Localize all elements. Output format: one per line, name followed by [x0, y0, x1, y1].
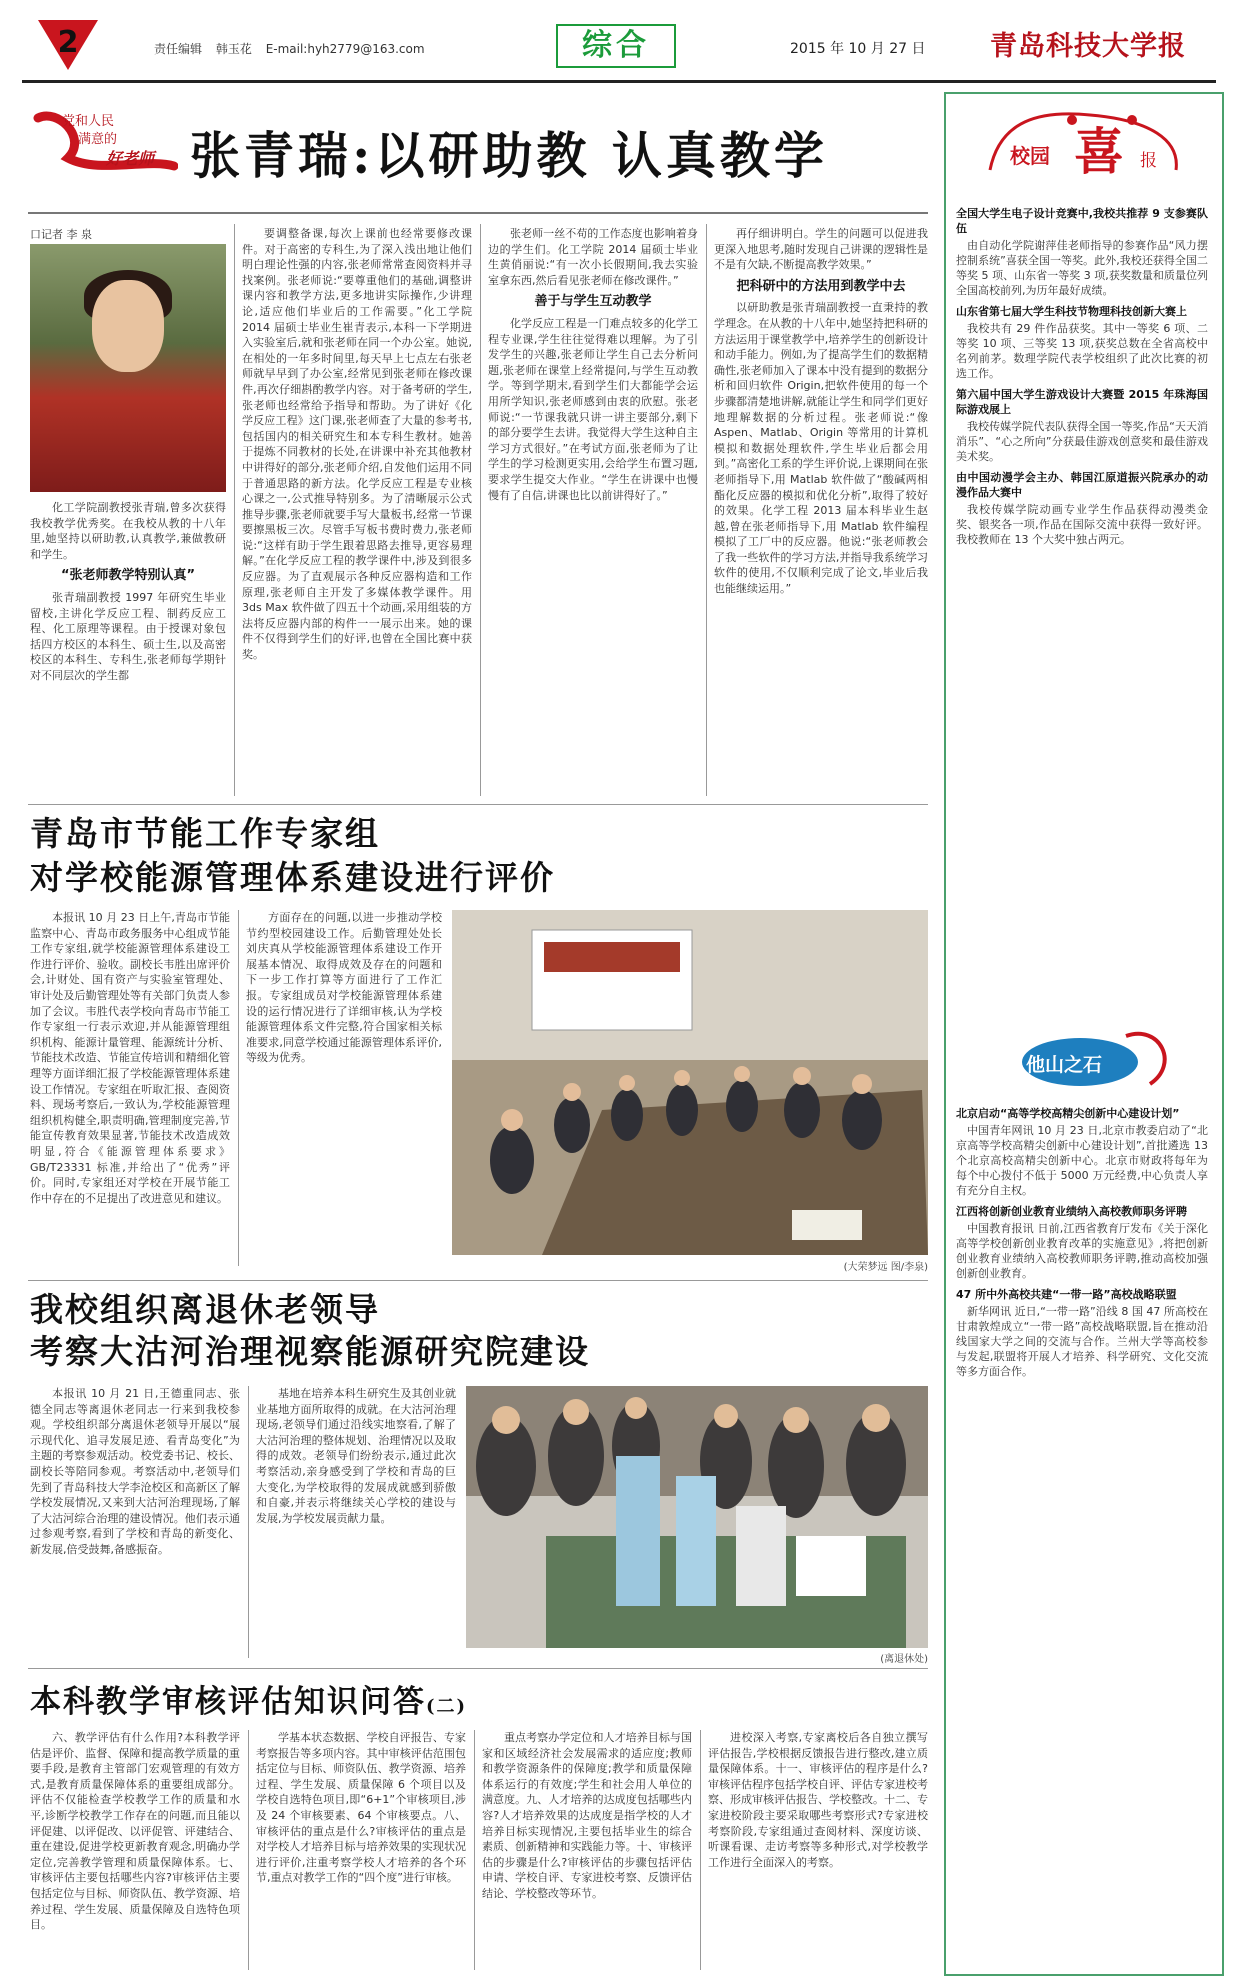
- article2-col1-text: 本报讯 10 月 23 日上午,青岛市节能监察中心、青岛市政务服务中心组成节能工作专家组,就学校能源管理体系建设工作进行评价、验收。副校长韦胜出席评价会,计财处、国有资产与实验室管理处、审计处及后勤管理处等有关部门负责人参加了会议。韦胜代表学校向青岛市节能工作专家组一行表示欢迎,并从能源管理组织机构、能源计量管理、能源统计分析、节能技术改造、节能宣传培训和精细化管理等方面详细汇报了学校能源管理体系建设工作情况。专家组在听取汇报、查阅资料、现场考察后,一致认为,学校能源管理组织机构健全,职责明确,管理制度完善,节能宣传教育效果显著,节能技术改造成效明显,符合《能源管理体系要求》GB/T23331 标准,并给出了“优秀”评价。同时,专家组还对学校在开展节能工作中存在的不足提出了改进意见和建议。: [30, 911, 230, 1205]
- article2-title-line-2: 对学校能源管理体系建设进行评价: [30, 858, 555, 897]
- col-divider: [700, 1730, 701, 1970]
- col-divider: [248, 1730, 249, 1970]
- page-number-badge: [38, 14, 98, 72]
- campus-news-big-char: 喜: [1074, 122, 1124, 181]
- section-divider: [28, 804, 928, 805]
- other-news-item-title: 北京启动“高等学校高精尖创新中心建设计划”: [956, 1107, 1180, 1120]
- badge-line-1: 党和人民: [62, 114, 115, 129]
- campus-news-item: [956, 387, 1208, 464]
- article1-col3b-text: 化学反应工程是一门难点较多的化学工程专业课,学生往往觉得难以理解。为了引发学生的兴趣,张老师让学生自己去分析问题,张老师在课堂上经常提问,与学生互动教学。等到学期末,看到学生们大都能学会运用所学知识,张老师感到由衷的欣慰。张老师说:“一节课我就只讲一讲主要部分,剩下的部分要学生去讲。我觉得大学生这种自主学习方式很好。”在考试方面,张老师为了让学生的学习检测更实用,会给学生布置习题,要求学生提交大作业。“学生在讲课中也慢慢有了自信,讲课也比以前讲得好了。”: [488, 316, 698, 502]
- campus-news-item-text: 我校传媒学院动画专业学生作品获得动漫类金奖、银奖各一项,作品在国际交流中获得一致好评。我校教师在 13 个大奖中独占两元。: [956, 503, 1208, 546]
- header-rule: [22, 80, 1216, 83]
- other-news-item: [956, 1106, 1208, 1198]
- model-inspection-scene: [466, 1386, 928, 1648]
- badge-line-3: 好老师: [106, 149, 155, 168]
- meeting-photo: [452, 910, 928, 1255]
- article1-subhead-2: 善于与学生互动教学: [534, 294, 652, 310]
- section-label: 综合: [556, 24, 676, 68]
- campus-news-item: [956, 206, 1208, 298]
- editor-info: [154, 40, 435, 57]
- other-news-item: [956, 1204, 1208, 1281]
- model-inspection-photo: [466, 1386, 928, 1648]
- campus-news-item: [956, 304, 1208, 381]
- page-header: [0, 0, 1236, 100]
- article1-col1-text: 化工学院副教授张青瑞,曾多次获得我校教学优秀奖。在我校从教的十八年里,她坚持以研助教,认真教学,兼做教研和学生。: [30, 501, 226, 561]
- article1-col4b-text: 以研助教是张青瑞副教授一直秉持的教学理念。在从教的十八年中,她坚持把科研的方法运用于课堂教学中,培养学生的创新设计和动手能力。例如,为了提高学生们的数据精确性,张老师加入了课本中没有提到的数据分析和回归软件 Origin,把软件使用的每一个步骤都清楚地讲解,就能让学生和同学们更好地理解数据的分析过程。张老师说:“像 Aspen、Matlab、Origin 等常用的计算机模拟和数据处理软件,学生毕业后都会用到。”高密化工系的学生评价说,上课期间在张老师指导下,用 Matlab 软件做了“酸碱两相酯化反应器的模拟和优化分析”,取得了较好的效果。化学工程 2013 届本科毕业生赵越,曾在张老师指导下,用 Matlab 软件编程模拟了工厂中的反应器。他说:“张老师教会了我一些软件的学习方法,并指导我系统学习软件的使用,不仅顺利完成了论文,毕业后我也能继续运用。”: [714, 301, 928, 596]
- other-news-item-title: 47 所中外高校共建“一带一路”高校战略联盟: [956, 1288, 1177, 1301]
- article1-subhead-3: 把科研中的方法用到教学中去: [736, 278, 906, 294]
- masthead: 青岛科技大学报: [990, 31, 1186, 62]
- campus-news-title: 校园: [1010, 144, 1050, 168]
- campus-news-item-text: 由自动化学院谢萍佳老师指导的参赛作品“风力摆控制系统”喜获全国一等奖。此外,我校还获得全国二等奖 5 项、山东省一等奖 3 项,获奖数量和质量位列全国高校前列,为历年最好成绩。: [956, 239, 1208, 297]
- portrait-face: [92, 280, 164, 372]
- article4-col2-text: 学基本状态数据、学校自评报告、专家考察报告等多项内容。其中审核评估范围包括定位与目标、师资队伍、教学资源、培养过程、学生发展、质量保障 6 个项目以及学校自选特色项目,即“6+1”个审核项目,涉及 24 个审核要素、64 个审核要点。八、审核评估的重点是什么?审核评估的重点是对学校人才培养目标与培养效果的实现状况进行评价,注重考察学校人才培养的各个环节,重点对教学工作的“四个度”进行审核。: [256, 1731, 466, 1885]
- article4-col3-text: 重点考察办学定位和人才培养目标与国家和区域经济社会发展需求的适应度;教师和教学资源条件的保障度;教学和质量保障体系运行的有效度;学生和社会用人单位的满意度。九、人才培养的达成度包括哪些内容?人才培养效果的达成度是指学校的人才培养目标实现情况,主要包括毕业生的综合素质、创新精神和实践能力等。十、审核评估的步骤是什么?审核评估的步骤包括评估申请、学校自评、专家进校考察、反馈评估结论、学校整改等环节。: [482, 1731, 692, 1900]
- article4-col1-text: 六、教学评估有什么作用?本科教学评估是评价、监督、保障和提高教学质量的重要手段,是教育主管部门宏观管理的有效方式,是教育质量保障体系的重要组成部分。评估不仅能检查学校教学工作的质量和水平,诊断学校教学工作存在的问题,而且能以评促建、以评促改、以评促管、评建结合、重在建设,促进学校更新教育观念,明确办学定位,完善教学管理和质量保障体系。七、审核评估主要包括哪些内容?审核评估主要包括定位与目标、师资队伍、教学资源、培养过程、学生发展、质量保障及自选特色项目。: [30, 1731, 240, 1932]
- article4-column-2: [256, 1730, 466, 1975]
- editor-name: 韩玉花: [215, 42, 252, 56]
- article2-column-2: [246, 910, 442, 1270]
- article3-title-line-1: 我校组织离退休老领导: [30, 1290, 380, 1329]
- article4-title-suffix: (二): [426, 1696, 468, 1717]
- article4-title-text: 本科教学审核评估知识问答: [30, 1684, 426, 1720]
- other-news-list: [956, 1100, 1208, 1960]
- article4-column-1: [30, 1730, 240, 1975]
- article3-col1-text: 本报讯 10 月 21 日,王德重同志、张德全同志等离退休老同志一行来到我校参观。学校组织部分离退休老领导开展以“展示现代化、追寻发展足迹、看青岛变化”为主题的考察参观活动。校党委书记、校长、副校长等陪同参观。考察活动中,老领导们先到了青岛科技大学李沧校区和高新区了解学校发展情况,又来到大沽河治理现场,了解了大沽河综合治理的建设情况。他们表示通过参观考察,看到了学校和青岛的新变化、新发展,倍受鼓舞,备感振奋。: [30, 1387, 240, 1556]
- article3-column-1: [30, 1386, 240, 1662]
- page-number: 2: [57, 25, 79, 60]
- other-news-item-text: 新华网讯 近日,“一带一路”沿线 8 国 47 所高校在甘肃敦煌成立“一带一路”高校战略联盟,旨在推动沿线国家大学之间的交流与合作。兰州大学等高校参与发起,联盟将开展人才培养、科学研究、文化交流等多方面合作。: [956, 1305, 1208, 1378]
- other-news-title: 他山之石: [1026, 1054, 1103, 1076]
- article3-column-2: [256, 1386, 456, 1662]
- campus-news-item-title: 全国大学生电子设计竞赛中,我校共推荐 9 支参赛队伍: [956, 207, 1208, 235]
- issue-date: 2015 年 10 月 27 日: [790, 41, 926, 57]
- col-divider: [238, 910, 239, 1266]
- article1-title: 张青瑞:以研助教 认真教学: [190, 126, 828, 185]
- col-divider: [474, 1730, 475, 1970]
- article3-title-line-2: 考察大沽河治理视察能源研究院建设: [30, 1332, 590, 1371]
- article2-caption: (大荣梦远 图/李泉): [843, 1262, 928, 1273]
- article1-column-1: [30, 500, 226, 800]
- article4-column-4: [708, 1730, 928, 1975]
- teacher-portrait: [30, 244, 226, 492]
- article1-column-2: [242, 226, 472, 798]
- article1-col1b-text: 张青瑞副教授 1997 年研究生毕业留校,主讲化学反应工程、制药反应工程、化工原理等课程。由于授课对象包括四方校区的本科生、硕士生,以及高密校区的本科生、专科生,张老师每学期针对不同层次的学生都: [30, 590, 226, 682]
- article4-col4-text: 进校深入考察,专家离校后各自独立撰写评估报告,学校根据反馈报告进行整改,建立质量保障体系。十一、审核评估的程序是什么?审核评估程序包括学校自评、评估专家进校考察、形成审核评估报告、学校整改。十二、专家进校阶段主要采取哪些考察形式?专家进校考察阶段,专家组通过查阅材料、深度访谈、听课看课、走访考察等多种形式,对学校教学工作进行全面深入的考察。: [708, 1731, 928, 1869]
- other-news-item-title: 江西将创新创业教育业绩纳入高校教师职务评聘: [956, 1205, 1187, 1218]
- article1-column-4: [714, 226, 928, 798]
- article1-column-3: [488, 226, 698, 798]
- col-divider: [248, 1386, 249, 1658]
- campus-news-list: [956, 200, 1208, 1020]
- campus-news-item-title: 由中国动漫学会主办、韩国江原道振兴院承办的动漫作品大赛中: [956, 471, 1208, 499]
- other-news-item: [956, 1287, 1208, 1379]
- article2-column-1: [30, 910, 230, 1270]
- campus-news-item: [956, 470, 1208, 547]
- article2-col2-text: 方面存在的问题,以进一步推动学校节约型校园建设工作。后勤管理处处长刘庆真从学校能源管理体系建设工作开展基本情况、取得成效及存在的问题和下一步工作打算等方面进行了工作汇报。专家组成员对学校能源管理体系建设的运行情况进行了详细审核,认为学校能源管理体系文件完整,符合国家相关标准要求,同意学校通过能源管理体系评价,等级为优秀。: [246, 911, 442, 1065]
- campus-news-small-char: 报: [1140, 151, 1157, 171]
- campus-news-item-text: 我校传媒学院代表队获得全国一等奖,作品“天天消消乐”、“心之所向”分获最佳游戏创意奖和最佳游戏美术奖。: [956, 420, 1208, 463]
- article3-caption: (离退休处): [880, 1654, 928, 1665]
- campus-news-item-title: 山东省第七届大学生科技节物理科技创新大赛上: [956, 305, 1187, 318]
- article1-byline: 口记者 李 泉: [30, 228, 92, 241]
- article1-col4-text: 再仔细讲明白。学生的问题可以促进我更深入地思考,随时发现自己讲课的逻辑性是不是有欠缺,不断提高教学效果。”: [714, 227, 928, 272]
- article2-title-line-1: 青岛市节能工作专家组: [30, 814, 380, 853]
- meeting-photo-scene: [452, 910, 928, 1255]
- article1-col3-text: 张老师一丝不苟的工作态度也影响着身边的学生们。化工学院 2014 届硕士毕业生黄俏丽说:“有一次小长假期间,我去实验室拿东西,然后看见张老师在修改课件。”: [488, 227, 698, 287]
- editor-label: 责任编辑: [154, 42, 203, 56]
- article3-col2-text: 基地在培养本科生研究生及其创业就业基地方面所取得的成就。在大沽河治理现场,老领导们通过沿线实地察看,了解了大沽河治理的整体规划、治理情况以及取得的成效。老领导们纷纷表示,通过此次考察活动,亲身感受到了学校和青岛的巨大变化,为学校取得的发展成就感到骄傲和自豪,并表示将继续关心学校的建设与发展,为学校发展贡献力量。: [256, 1387, 456, 1525]
- col-divider: [234, 224, 235, 796]
- article4-column-3: [482, 1730, 692, 1975]
- other-news-item-text: 中国教育报讯 日前,江西省教育厅发布《关于深化高等学校创新创业教育改革的实施意见》,将把创新创业教育业绩纳入高校教师职务评聘,推动高校加强创新创业教育。: [956, 1222, 1208, 1280]
- col-divider: [706, 224, 707, 796]
- article4-title: [30, 1680, 467, 1729]
- other-news-item-text: 中国青年网讯 10 月 23 日,北京市教委启动了“北京高等学校高精尖创新中心建设计划”,首批遴选 13 个北京高校高精尖创新中心。北京市财政将每年为每个中心拨付不低于 5000 万元经费,中心负责人享有充分自主权。: [956, 1124, 1208, 1197]
- section-divider: [28, 1668, 928, 1669]
- article1-subhead-1: “张老师教学特别认真”: [60, 568, 196, 584]
- col-divider: [480, 224, 481, 796]
- editor-email: E-mail:hyh2779@163.com: [265, 42, 425, 56]
- campus-news-item-title: 第六届中国大学生游戏设计大赛暨 2015 年珠海国际游戏展上: [956, 388, 1208, 416]
- article1-rule: [28, 212, 928, 214]
- section-divider: [28, 1280, 928, 1281]
- badge-line-2: 满意的: [78, 132, 118, 147]
- article1-col2-text: 要调整备课,每次上课前也经常要修改课件。对于高密的专科生,为了深入浅出地让他们明白理论性强的内容,张老师常常查阅资料并寻找案例。张老师说:“要尊重他们的基础,调整讲课内容和教学方法,更多地讲实际操作,少讲理论,适应他们毕业后的工作需要。”化工学院 2014 届硕士毕业生崔青表示,本科一下学期进入实验室后,就和张老师在同一个办公室。她说,在相处的一年多时间里,每天早上七点左右张老师就早早到了办公室,经常见到张老师在修改课件,再次仔细斟酌教学内容。对于备考研的学生,张老师也经常给予指导和帮助。为了讲好《化学反应工程》这门课,张老师查了大量的参考书,包括国内的相关研究生和本专科生教材。她善于提炼不同教材的长处,在讲课中补充其他教材中讲得好的部分,张老师介绍,自发他们运用不同于普通思路的新方法。化学反应工程是专业核心课之一,公式推导特别多。为了清晰展示公式推导步骤,张老师就要手写大量板书,经常一节课要擦黑板三次。尽管手写板书费时费力,张老师说:“这样有助于学生跟着思路去推导,更容易理解。”在化学反应工程的教学课件中,涉及到很多反应器。为了直观展示各种反应器构造和工作原理,张老师自主开发了多媒体教学课件。用 3ds Max 软件做了四五十个动画,采用组装的方法将反应器内部的构件一一展示出来。她的课件不仅得到学生们的好评,也曾在全国比赛中获奖。: [242, 227, 472, 662]
- campus-news-item-text: 我校共有 29 件作品获奖。其中一等奖 6 项、二等奖 10 项、三等奖 13 项,获奖总数在全省高校中名列前茅。数理学院代表学校组织了此次比赛的初选工作。: [956, 322, 1208, 380]
